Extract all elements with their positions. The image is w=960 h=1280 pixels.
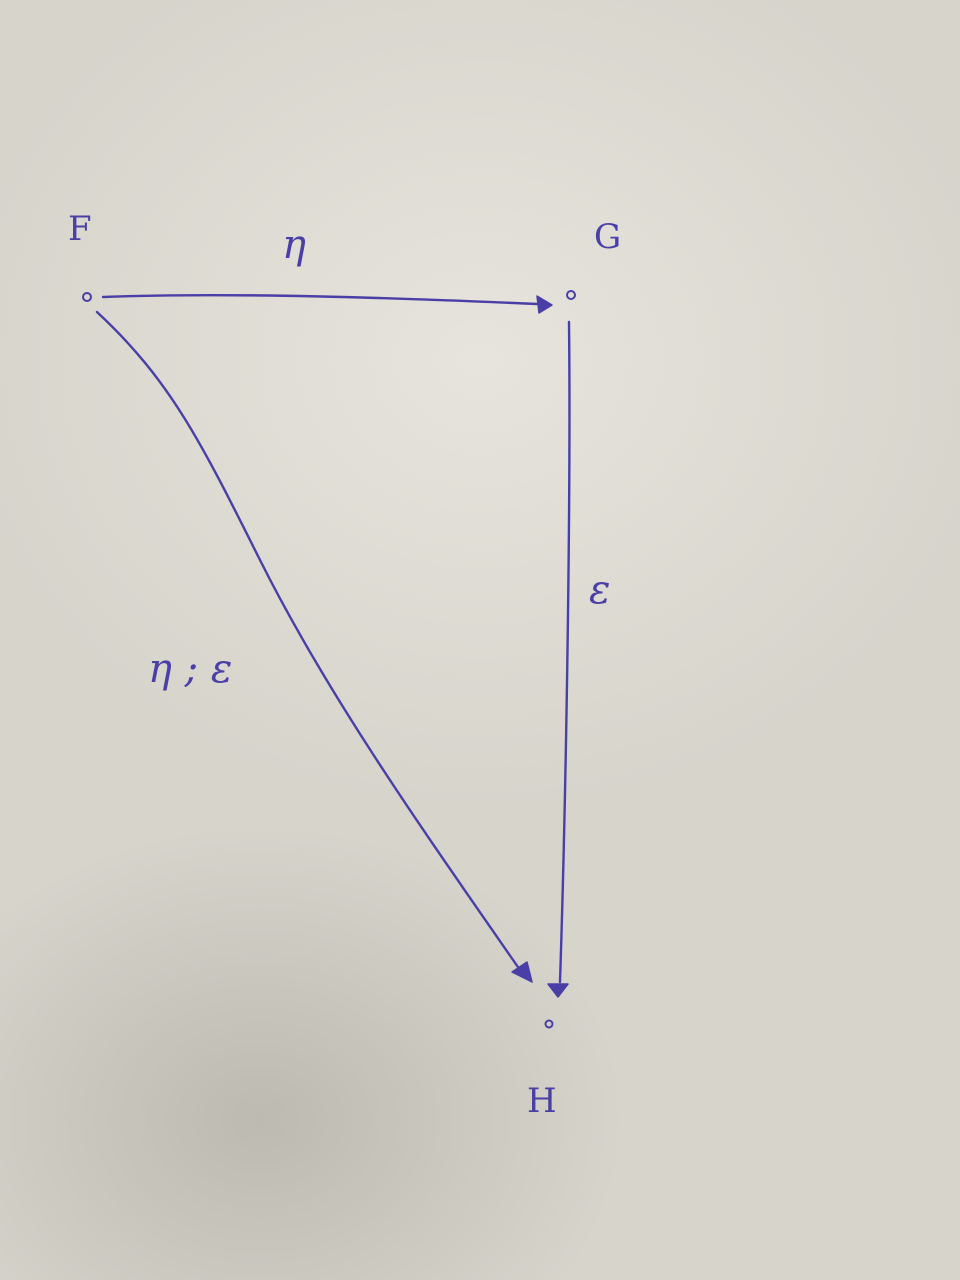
node-g-dot [567, 291, 575, 299]
node-h-label: H [527, 1081, 557, 1121]
edge-f-to-h-label: η ; ε [148, 646, 233, 692]
node-f-label: F [68, 209, 92, 249]
node-f-dot [83, 293, 91, 301]
edge-g-to-h-arrowhead [548, 984, 568, 997]
edge-f-to-h-line [97, 312, 520, 970]
node-h-dot [546, 1021, 553, 1028]
edge-f-to-h-arrowhead [512, 962, 532, 982]
node-g-label: G [594, 217, 622, 257]
edge-g-to-h-label: ε [589, 567, 611, 613]
edge-f-to-g-arrowhead [537, 296, 552, 313]
edge-g-to-h-line [560, 322, 569, 982]
edge-f-to-g-line [103, 295, 537, 304]
edge-f-to-g-label: η [282, 222, 306, 268]
